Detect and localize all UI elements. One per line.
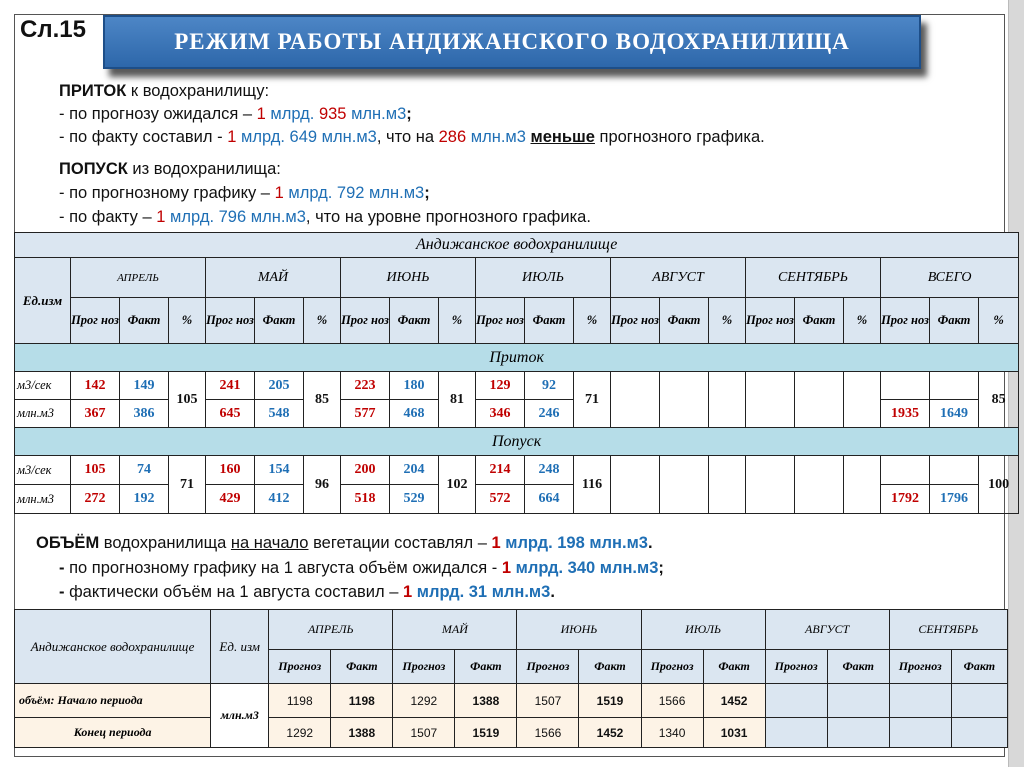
release-forecast-line <box>59 184 430 203</box>
volume-fact-line <box>59 583 555 602</box>
cell <box>765 718 827 748</box>
cell <box>844 372 881 428</box>
fact-header: Факт <box>120 298 169 344</box>
cell: 1388 <box>331 718 393 748</box>
volume-heading: ОБЪЁМ <box>36 534 100 552</box>
text: - по факту составил - <box>59 128 228 146</box>
cell <box>795 372 844 428</box>
cell <box>765 684 827 718</box>
unit-header: Ед. изм <box>211 610 269 684</box>
cell <box>660 372 709 428</box>
page-title: РЕЖИМ РАБОТЫ АНДИЖАНСКОГО ВОДОХРАНИЛИЩА <box>174 29 850 54</box>
cell: 129 <box>476 372 525 400</box>
unit-cell: м3/сек <box>15 456 71 485</box>
percent-cell: 85 <box>979 372 1019 428</box>
cell: 149 <box>120 372 169 400</box>
forecast-header: Прогноз <box>765 650 827 684</box>
section-inflow: Приток <box>15 344 1019 372</box>
cell: 204 <box>390 456 439 485</box>
text: по прогнозному графику на 1 августа объём ожидался - <box>69 559 502 577</box>
section-release: Попуск <box>15 428 1019 456</box>
month-header: ИЮНЬ <box>341 258 476 298</box>
text: фактически объём на 1 августа составил – <box>69 583 403 601</box>
value: млн.м3 <box>346 105 407 123</box>
value: млрд. 198 млн.м3 <box>500 534 648 552</box>
reservoir-header: Андижанское водохранилище <box>15 610 211 684</box>
fact-header: Факт <box>827 650 889 684</box>
fact-header: Факт <box>255 298 304 344</box>
cell <box>611 372 660 428</box>
text: - по прогнозу ожидался – <box>59 105 257 123</box>
cell: 241 <box>206 372 255 400</box>
unit-cell: млн.м3 <box>15 485 71 514</box>
cell: 577 <box>341 400 390 428</box>
forecast-header: Прог ноз <box>71 298 120 344</box>
cell: 205 <box>255 372 304 400</box>
cell: 1198 <box>331 684 393 718</box>
cell <box>611 456 660 514</box>
cell: 1519 <box>455 718 517 748</box>
cell <box>951 684 1007 718</box>
fact-header: Факт <box>579 650 641 684</box>
cell: 154 <box>255 456 304 485</box>
cell: 105 <box>71 456 120 485</box>
flow-table <box>14 232 1019 514</box>
cell <box>709 456 746 514</box>
unit-cell: м3/сек <box>15 372 71 400</box>
cell: 74 <box>120 456 169 485</box>
cell <box>881 456 930 485</box>
month-header: АВГУСТ <box>611 258 746 298</box>
inflow-heading-line <box>59 82 269 101</box>
value: млрд. 649 млн.м3 <box>236 128 377 146</box>
value: 1 <box>227 128 237 146</box>
cell: 248 <box>525 456 574 485</box>
month-header: ИЮЛЬ <box>476 258 611 298</box>
fact-header: Факт <box>703 650 765 684</box>
month-header: АПРЕЛЬ <box>269 610 393 650</box>
cell: 142 <box>71 372 120 400</box>
volume-heading-line <box>36 534 653 553</box>
percent-cell: 105 <box>169 372 206 428</box>
month-header: ИЮЛЬ <box>641 610 765 650</box>
cell: 223 <box>341 372 390 400</box>
month-header: МАЙ <box>393 610 517 650</box>
forecast-header: Прог ноз <box>881 298 930 344</box>
release-heading: ПОПУСК <box>59 160 128 178</box>
forecast-header: Прогноз <box>641 650 703 684</box>
fact-header: Факт <box>951 650 1007 684</box>
cell: 160 <box>206 456 255 485</box>
text: , что на уровне прогнозного графика. <box>305 208 591 226</box>
fact-header: Факт <box>660 298 709 344</box>
text: ; <box>424 184 430 202</box>
cell: 367 <box>71 400 120 428</box>
cell: 92 <box>525 372 574 400</box>
volume-table <box>14 609 1008 748</box>
value: 286 <box>438 128 467 146</box>
cell <box>881 372 930 400</box>
cell: 548 <box>255 400 304 428</box>
cell <box>889 718 951 748</box>
slide-number: Сл.15 <box>20 16 86 43</box>
month-header: МАЙ <box>206 258 341 298</box>
cell: 412 <box>255 485 304 514</box>
unit-header: Ед.изм <box>15 258 71 344</box>
cell <box>795 456 844 514</box>
percent-header: % <box>169 298 206 344</box>
month-header: АВГУСТ <box>765 610 889 650</box>
percent-cell: 81 <box>439 372 476 428</box>
cell <box>889 684 951 718</box>
cell <box>844 456 881 514</box>
cell: 200 <box>341 456 390 485</box>
row-label: Конец периода <box>15 718 211 748</box>
month-header: ВСЕГО <box>881 258 1019 298</box>
cell: 1796 <box>930 485 979 514</box>
forecast-header: Прог ноз <box>746 298 795 344</box>
cell <box>746 456 795 514</box>
cell: 1452 <box>703 684 765 718</box>
cell: 529 <box>390 485 439 514</box>
value: 1 <box>402 583 413 601</box>
inflow-heading-rest: к водохранилищу: <box>126 82 270 100</box>
release-heading-rest: из водохранилища: <box>127 160 281 178</box>
month-header: ИЮНЬ <box>517 610 641 650</box>
fact-header: Факт <box>795 298 844 344</box>
value: 1 <box>156 208 166 226</box>
percent-cell: 71 <box>169 456 206 514</box>
text: - <box>59 559 70 577</box>
cell: 1031 <box>703 718 765 748</box>
text: на начало <box>230 534 309 552</box>
text: . <box>550 583 555 601</box>
percent-cell: 102 <box>439 456 476 514</box>
inflow-heading: ПРИТОК <box>59 82 127 100</box>
inflow-forecast-line <box>59 105 412 124</box>
percent-header: % <box>709 298 746 344</box>
text: - по прогнозному графику – <box>59 184 275 202</box>
percent-cell: 116 <box>574 456 611 514</box>
cell: 180 <box>390 372 439 400</box>
table-caption: Андижанское водохранилище <box>15 233 1019 258</box>
cell: 386 <box>120 400 169 428</box>
unit-cell: млн.м3 <box>15 400 71 428</box>
forecast-header: Прогноз <box>889 650 951 684</box>
cell: 1452 <box>579 718 641 748</box>
emphasis: меньше <box>530 128 595 146</box>
cell: 1507 <box>517 684 579 718</box>
fact-header: Факт <box>331 650 393 684</box>
percent-header: % <box>304 298 341 344</box>
value: млрд. 792 млн.м3 <box>283 184 425 202</box>
cell: 246 <box>525 400 574 428</box>
cell: 1198 <box>269 684 331 718</box>
cell: 468 <box>390 400 439 428</box>
value: млрд. 31 млн.м3 <box>412 583 551 601</box>
forecast-header: Прогноз <box>517 650 579 684</box>
release-fact-line <box>59 208 591 227</box>
text: вегетации составлял – <box>308 534 492 552</box>
cell: 1340 <box>641 718 703 748</box>
fact-header: Факт <box>390 298 439 344</box>
cell: 272 <box>71 485 120 514</box>
cell: 429 <box>206 485 255 514</box>
cell: 1649 <box>930 400 979 428</box>
value: млрд. 796 млн.м3 <box>165 208 306 226</box>
text: прогнозного графика. <box>594 128 765 146</box>
volume-forecast-line <box>59 559 664 578</box>
cell <box>930 456 979 485</box>
cell: 346 <box>476 400 525 428</box>
cell <box>827 718 889 748</box>
forecast-header: Прог ноз <box>611 298 660 344</box>
cell: 1566 <box>641 684 703 718</box>
percent-cell: 85 <box>304 372 341 428</box>
cell: 1792 <box>881 485 930 514</box>
text: - <box>59 583 70 601</box>
value: млрд. <box>265 105 319 123</box>
forecast-header: Прог ноз <box>206 298 255 344</box>
forecast-header: Прогноз <box>393 650 455 684</box>
forecast-header: Прогноз <box>269 650 331 684</box>
text: ; <box>658 559 664 577</box>
unit-cell: млн.м3 <box>211 684 269 748</box>
title-banner <box>103 15 921 69</box>
text: . <box>647 534 653 552</box>
value: 1 <box>501 559 512 577</box>
value: 1 <box>491 534 501 552</box>
cell: 192 <box>120 485 169 514</box>
percent-header: % <box>844 298 881 344</box>
cell: 1388 <box>455 684 517 718</box>
cell: 1935 <box>881 400 930 428</box>
cell: 1519 <box>579 684 641 718</box>
cell <box>827 684 889 718</box>
value: млн.м3 <box>466 128 531 146</box>
value: 1 <box>274 184 284 202</box>
cell: 572 <box>476 485 525 514</box>
text: - по факту – <box>59 208 157 226</box>
text: , что на <box>376 128 439 146</box>
cell <box>660 456 709 514</box>
fact-header: Факт <box>525 298 574 344</box>
cell <box>930 372 979 400</box>
cell: 518 <box>341 485 390 514</box>
value: 935 <box>318 105 347 123</box>
forecast-header: Прог ноз <box>476 298 525 344</box>
release-heading-line <box>59 160 281 179</box>
percent-cell: 96 <box>304 456 341 514</box>
cell: 664 <box>525 485 574 514</box>
cell: 1292 <box>269 718 331 748</box>
month-header: АПРЕЛЬ <box>71 258 206 298</box>
fact-header: Факт <box>930 298 979 344</box>
text: ; <box>406 105 412 123</box>
cell: 1507 <box>393 718 455 748</box>
cell: 214 <box>476 456 525 485</box>
cell <box>709 372 746 428</box>
value: млрд. 340 млн.м3 <box>511 559 659 577</box>
percent-header: % <box>574 298 611 344</box>
value: 1 <box>256 105 266 123</box>
text: водохранилища <box>99 534 231 552</box>
month-header: СЕНТЯБРЬ <box>889 610 1007 650</box>
percent-header: % <box>979 298 1019 344</box>
cell: 1292 <box>393 684 455 718</box>
row-label: объём: Начало периода <box>15 684 211 718</box>
percent-cell: 71 <box>574 372 611 428</box>
cell <box>951 718 1007 748</box>
percent-cell: 100 <box>979 456 1019 514</box>
percent-header: % <box>439 298 476 344</box>
cell: 1566 <box>517 718 579 748</box>
forecast-header: Прог ноз <box>341 298 390 344</box>
fact-header: Факт <box>455 650 517 684</box>
cell <box>746 372 795 428</box>
inflow-fact-line <box>59 128 765 147</box>
cell: 645 <box>206 400 255 428</box>
month-header: СЕНТЯБРЬ <box>746 258 881 298</box>
